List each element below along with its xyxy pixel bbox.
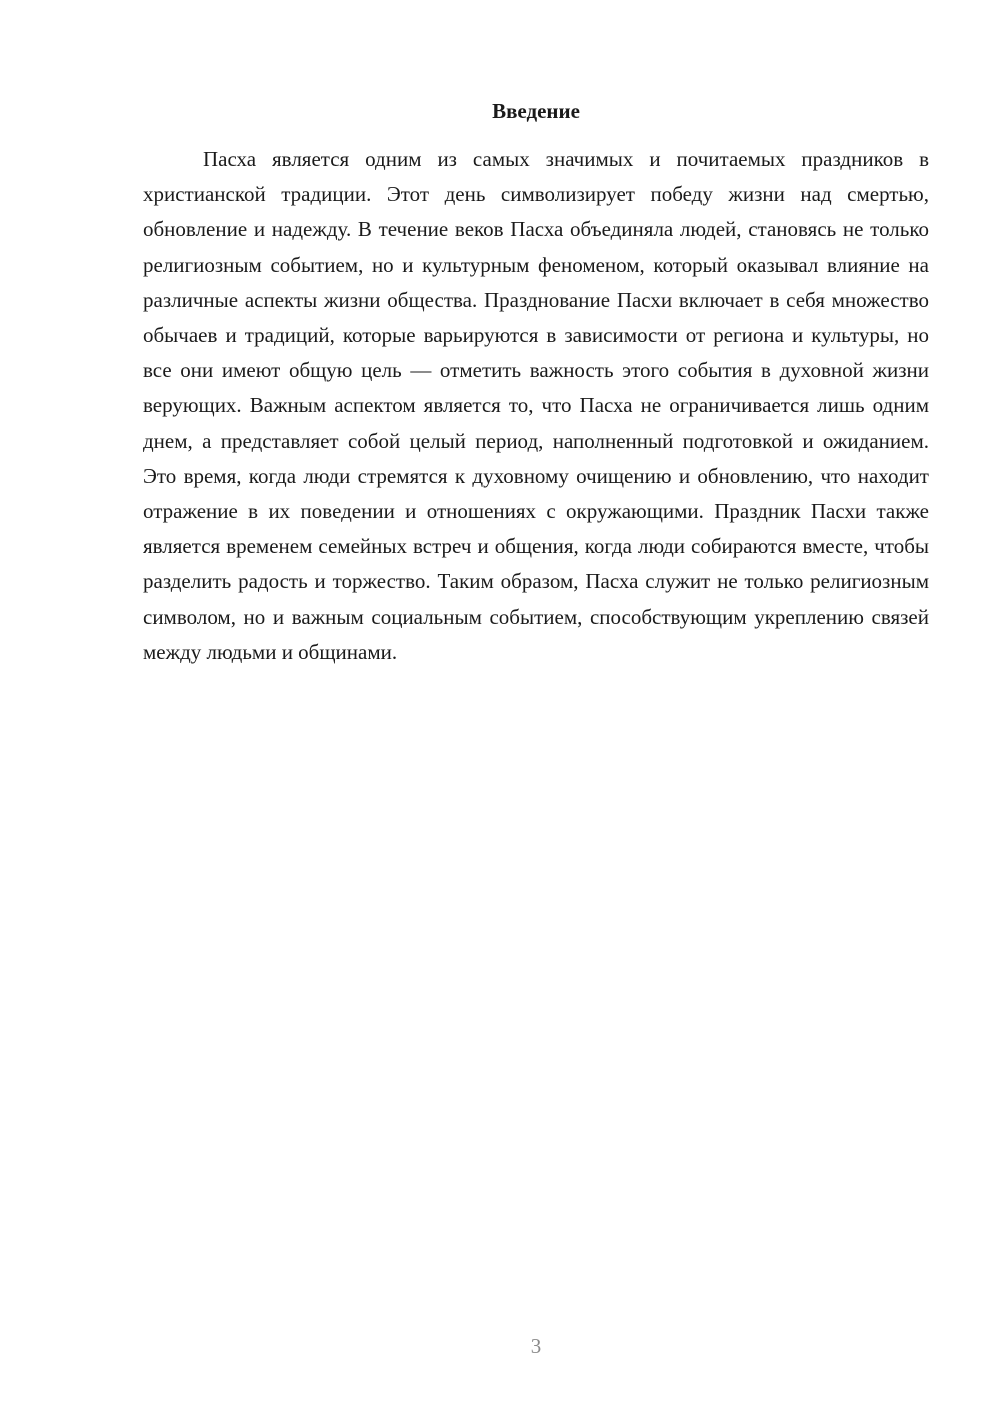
body-paragraph: Пасха является одним из самых значимых и почитаемых праздников в христианской традиции. Этот день символизирует победу жизни над смертью, обновление и надежду. В течение веков Пасха объединяла людей, становясь не только религиозным событием, но и культурным феноменом, который оказывал влияние на различные аспекты жизни общества. Празднование Пасхи включает в себя множество обычаев и традиций, которые варьируются в зависимости от региона и культуры, но все они имеют общую цель — отметить важность этого события в духовной жизни верующих. Важным аспектом является то, что Пасха не ограничивается лишь одним днем, а представляет собой целый период, наполненный подготовкой и ожиданием. Это время, когда люди стремятся к духовному очищению и обновлению, что находит отражение в их поведении и отношениях с окружающими. Праздник Пасхи также является временем семейных встреч и общения, когда люди собираются вместе, чтобы разделить радость и торжество. Таким образом, Пасха служит не только религиозным символом, но и важным социальным событием, способствующим укреплению связей между людьми и общинами. [143, 147, 929, 664]
section-heading: Введение [492, 99, 580, 123]
page-number: 3 [530, 1334, 542, 1358]
